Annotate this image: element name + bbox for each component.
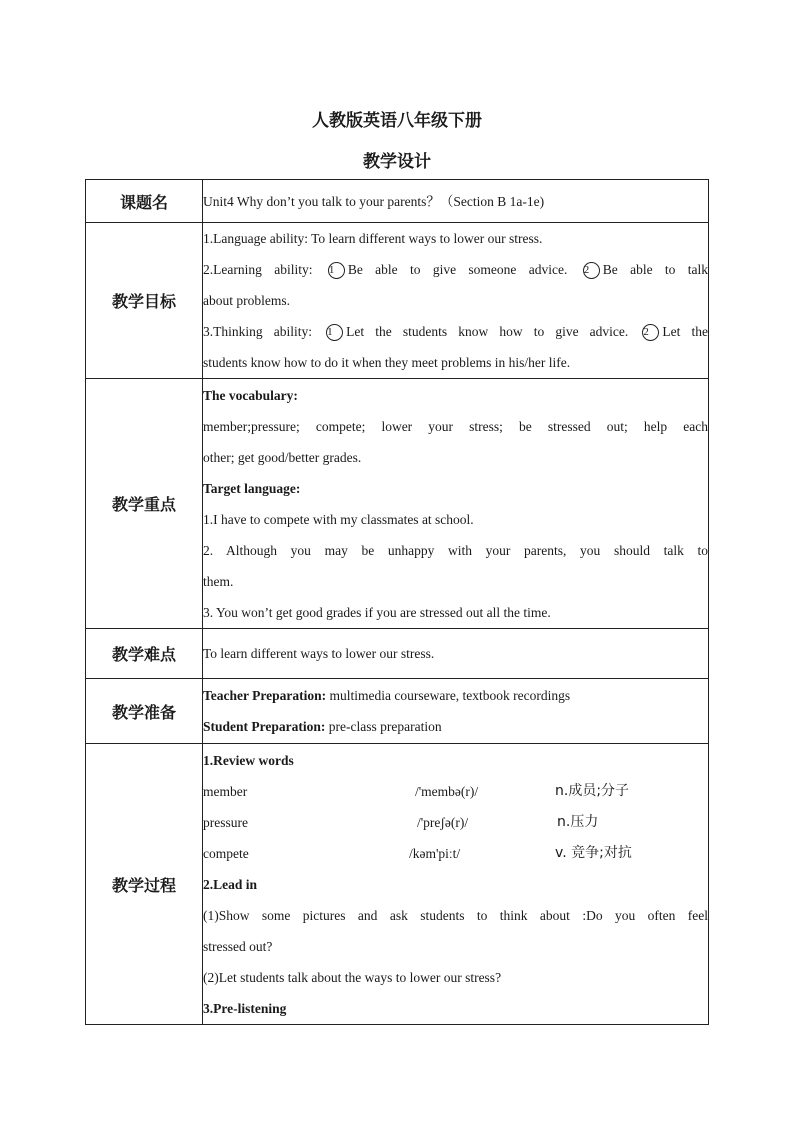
difficulty-label: 教学难点 [86,629,203,679]
process-cell [203,744,709,1025]
document-subtitle: 教学设计 [363,152,431,172]
objective-learning-cont: about problems. [203,293,290,308]
vocab-meaning: v. 竞争;对抗 [555,844,632,861]
document-title: 人教版英语八年级下册 [312,111,482,131]
difficulty-text: To learn different ways to lower our stress. [203,646,435,661]
target-sentence-2: 2. Although you may be unhappy with your parents, you should talk to [203,542,708,558]
circled-number: 1 [328,262,345,279]
process-label: 教学过程 [86,744,203,1025]
vocab-meaning: n.成员;分子 [555,782,630,799]
objective-thinking-1: Let the students know how to give advice. [346,324,629,339]
objectives-cell [203,223,709,379]
circled-number: 2 [583,262,600,279]
target-sentence-1: 1.I have to compete with my classmates at school. [203,511,474,527]
lead-step-2: (2)Let students talk about the ways to lower our stress? [203,969,502,985]
objective-thinking-label: 3.Thinking ability: [203,324,312,339]
table-row [86,629,709,679]
lesson-plan-table [85,179,709,1025]
objective-thinking-2: Let the [662,324,709,339]
teacher-preparation-label: Teacher Preparation: [203,688,327,703]
objective-learning-label: 2.Learning ability: [203,262,313,277]
objective-learning [203,254,708,285]
vocab-row [203,838,708,869]
vocab-list: member;pressure; compete; lower your stress; be stressed out; help each [203,418,708,434]
vocab-word: member [203,783,248,799]
target-sentence-2-cont: them. [203,573,234,589]
vocab-list-cont: other; get good/better grades. [203,449,362,465]
student-preparation [203,711,708,742]
table-row [86,223,709,379]
table-row [86,379,709,629]
pre-listening-heading: 3.Pre-listening [203,1000,287,1016]
key-points-label: 教学重点 [86,379,203,629]
teacher-preparation-text: multimedia courseware, textbook recordings [326,688,571,703]
topic-label: 课题名 [86,180,203,223]
topic-cell [203,180,709,223]
review-heading: 1.Review words [203,752,294,768]
vocab-row [203,776,708,807]
target-sentence-3: 3. You won’t get good grades if you are stressed out all the time. [203,604,551,620]
objective-language: 1.Language ability: To learn different ways to lower our stress. [203,231,543,246]
vocab-phonetic: /'membə(r)/ [415,783,479,799]
objective-learning-1: Be able to give someone advice. [347,262,568,277]
circled-number: 1 [326,324,343,341]
key-points-cell [203,379,709,629]
circled-number: 2 [642,324,659,341]
vocab-word: compete [203,845,249,861]
preparation-label: 教学准备 [86,679,203,744]
objective-thinking [203,316,708,347]
table-row [86,744,709,1025]
target-heading: Target language: [203,480,301,496]
topic-text: Unit4 Why don’t you talk to your parents？（Section B 1a-1e) [203,193,545,209]
difficulty-cell [203,629,709,679]
preparation-cell [203,679,709,744]
student-preparation-label: Student Preparation: [203,719,326,734]
objective-thinking-cont: students know how to do it when they meet problems in his/her life. [203,355,571,370]
vocab-word: pressure [203,814,248,830]
lead-step-1-cont: stressed out? [203,938,273,954]
vocab-phonetic: /kəm'piːt/ [409,845,461,861]
lead-heading: 2.Lead in [203,876,258,892]
vocab-phonetic: /'preʃə(r)/ [417,814,469,830]
objective-learning-2: Be able to talk [602,262,709,277]
vocab-meaning: n.压力 [557,813,599,830]
teacher-preparation [203,680,708,711]
table-row [86,679,709,744]
vocab-row [203,807,708,838]
table-row [86,180,709,223]
objectives-label: 教学目标 [86,223,203,379]
vocab-heading: The vocabulary: [203,387,298,403]
lead-step-1: (1)Show some pictures and ask students to think about :Do you often feel [203,907,708,923]
student-preparation-text: pre-class preparation [325,719,442,734]
